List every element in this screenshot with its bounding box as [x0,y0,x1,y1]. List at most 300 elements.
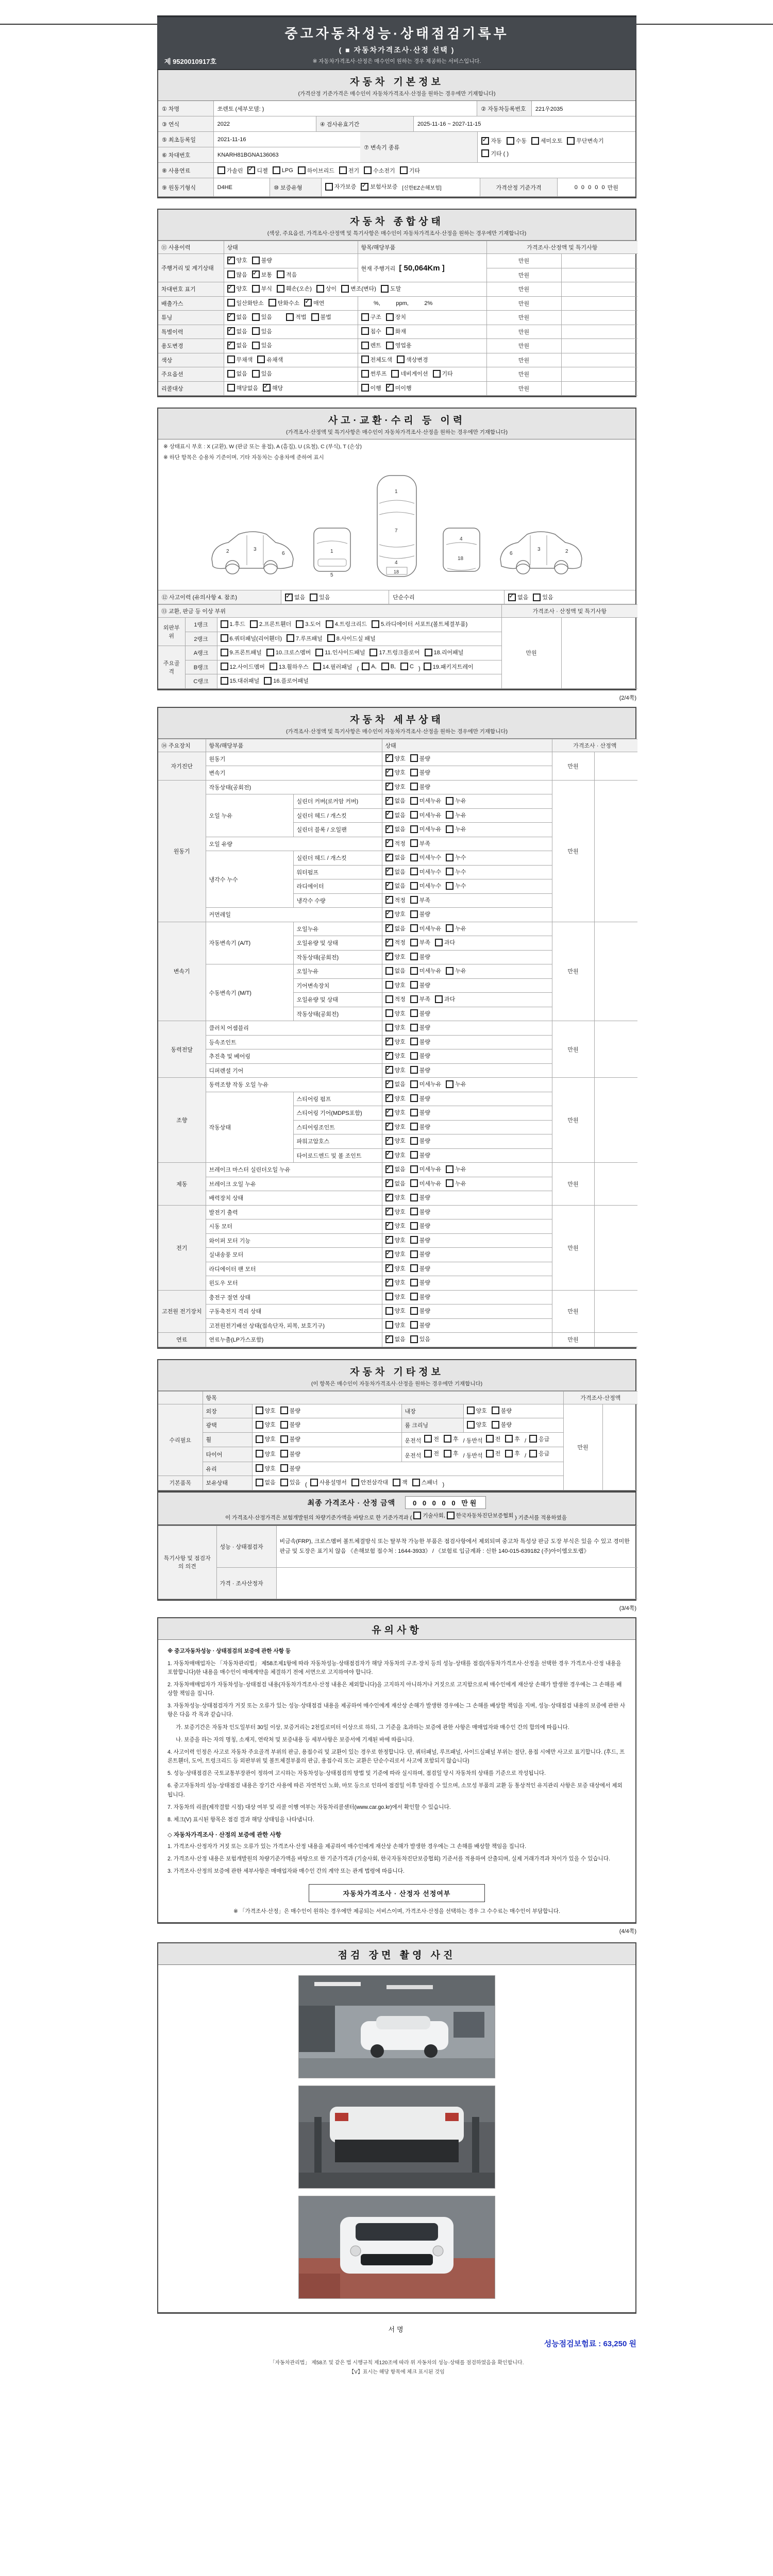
checkbox-option[interactable]: 누수 [446,853,466,861]
checkbox-option[interactable]: 미세누유 [410,1080,442,1088]
checkbox-option[interactable]: 있음 [310,593,330,601]
checkbox-option[interactable]: 응급 [529,1435,549,1443]
checkbox-option[interactable]: 양호 [385,1023,406,1031]
rank2-label: 2랭크 [185,632,217,646]
checkbox-option[interactable]: 불량 [410,1307,430,1315]
checkbox-option[interactable]: 미세누유 [410,796,442,805]
final-price-value: 0 0 0 0 0 만원 [405,1496,486,1509]
unchecked-checkbox-icon [280,1464,288,1472]
checkbox-option[interactable]: 불량 [410,1137,430,1145]
unchecked-checkbox-icon [424,663,431,670]
checkbox-option[interactable]: 누유 [446,1080,466,1088]
unchecked-checkbox-icon [410,1038,418,1045]
rankB-items [217,660,501,674]
detail-row [158,1163,637,1177]
checkbox-option[interactable]: 9.프론트패널 [221,648,262,656]
checkbox-option[interactable]: 불량 [492,1406,512,1415]
checkbox-option[interactable]: 12.사이드멤버 [221,663,265,671]
inspection-photo-underside [298,2086,495,2189]
unchecked-checkbox-icon [385,1293,393,1300]
checkbox-option[interactable]: 불량 [410,1193,430,1201]
detail-state-checks [382,1163,552,1177]
checkbox-option[interactable]: ✓ 양호 [385,1066,406,1074]
detail-state-checks [382,893,552,908]
detail-state-checks [382,1148,552,1163]
checkbox-option[interactable]: 불량 [410,1108,430,1116]
checkbox-option[interactable]: ✓ 없음 [385,825,406,833]
notice-paragraph: 나. 보증을 하는 자의 명칭, 소재지, 연락처 및 보증내용 등 세부사항은 보증서에 기재된 바에 따릅니다. [176,1736,414,1743]
checkbox-option[interactable]: 후 [444,1449,459,1458]
checkbox-option[interactable]: 후 [444,1435,459,1443]
checkbox-option[interactable]: 누유 [446,967,466,975]
checkbox-option[interactable]: 불량 [280,1450,300,1458]
checkbox-option[interactable]: ✓ 양호 [385,1151,406,1159]
checkbox-option[interactable]: 불법 [311,313,331,321]
unchecked-checkbox-icon [280,1450,288,1458]
checkbox-option[interactable]: 14.필러패널 [313,663,352,671]
checkbox-option[interactable]: 썬루프 [361,369,387,378]
unchecked-checkbox-icon [227,355,235,363]
checkbox-option[interactable]: A, [362,663,376,670]
checkbox-option[interactable]: 과다 [435,995,455,1003]
checkbox-option[interactable]: ✓ 양호 [385,754,406,762]
checkbox-option[interactable]: 안전삼각대 [351,1478,388,1486]
text-segment: 운전석 [405,1452,422,1459]
detail-row [158,780,637,794]
checkbox-option[interactable]: ✓ 없음 [385,868,406,876]
checkbox-option[interactable]: ✓ 양호 [385,910,406,918]
checkbox-option[interactable]: 있음 [252,369,272,378]
checkbox-option[interactable]: ✓ 없음 [385,853,406,861]
unchecked-checkbox-icon [227,270,235,278]
checkbox-option[interactable]: 자가보증 [325,182,357,191]
checkbox-option[interactable]: 수소전기 [364,166,395,175]
basic-row-1 [158,101,635,116]
field-value-vin: KNARH81BGNA136063 [214,147,360,163]
checkbox-option[interactable]: 불량 [410,1278,430,1286]
device-group-label: 동력전달 [158,1021,206,1078]
checkbox-option[interactable]: ✓ 양호 [385,1250,406,1258]
svg-text:4: 4 [395,560,398,566]
checkbox-option[interactable]: 적정 [385,995,406,1003]
checkbox-option[interactable]: 7.루프패널 [287,634,323,642]
checkbox-option[interactable]: 불량 [410,1094,430,1103]
checkbox-option[interactable]: 잭 [393,1478,408,1486]
checkbox-option[interactable]: ✓ 디젤 [247,166,267,175]
checkbox-option[interactable]: 불량 [410,1038,430,1046]
checkbox-option[interactable]: 전기 [339,166,359,175]
checkbox-option[interactable]: 이행 [361,384,381,392]
detail-state-checks [382,908,552,922]
checkbox-option[interactable]: 없음 [256,1478,276,1486]
row-recall [158,381,637,396]
checkbox-option[interactable]: ✓ 양호 [385,1052,406,1060]
checkbox-option[interactable]: 전 [424,1435,439,1443]
text-segment: 운전석 [405,1438,422,1444]
checkbox-option[interactable]: ✓ 양호 [385,1208,406,1216]
mileage-amount [224,268,358,282]
inspector-label: 성능 · 상태점검자 [216,1526,276,1567]
checkbox-option[interactable]: LPG [273,166,293,174]
checkbox-option[interactable]: ✓ 없음 [227,341,247,349]
checkbox-option[interactable]: 불량 [280,1464,300,1472]
notice-paragraph: 1. 자동차매매업자는 「자동차관리법」 제58조제1항에 따라 자동차성능·상태점검자가 해당 자동차의 구조·장치 등의 성능·상태를 점검(자동차가격조사·산정을 선택한 경우 가격조사·산정 내용을 포함합니다)한 내용을 매수인이 매매계약을 체결하기 전에 서면으로 고지하여야 합니다. [167,1660,621,1675]
checkbox-option[interactable]: 기타 [433,369,453,378]
checkbox-option[interactable]: 15.대쉬패널 [221,676,260,685]
detail-item-label: 발전기 출력 [206,1205,382,1219]
checkbox-option[interactable]: ✓ 없음 [385,882,406,890]
checkbox-option[interactable]: 부족 [410,938,430,946]
checkbox-option[interactable]: 누유 [446,1165,466,1173]
detail-item-label: 충전구 절연 상태 [206,1290,382,1304]
checkbox-option[interactable]: 부족 [410,995,430,1003]
detail-state-checks [382,808,552,823]
checked-checkbox-icon [385,1066,393,1074]
detail-item-label: 냉각수 누수 [206,851,293,908]
checkbox-option[interactable]: 응급 [529,1449,549,1458]
checkbox-option[interactable]: 렌트 [361,341,381,349]
checkbox-option[interactable]: 기타 [400,166,420,175]
options-state [224,367,358,382]
field-value-engine-type: D4HE [214,178,271,197]
checked-checkbox-icon [227,342,235,349]
unchecked-checkbox-icon [410,1052,418,1060]
checkbox-option[interactable]: ✓ 해당 [263,384,283,392]
rankC-items [217,674,501,689]
checkbox-option[interactable]: 1.후드 [221,620,245,628]
unchecked-checkbox-icon [410,1066,418,1074]
unchecked-checkbox-icon [410,967,418,975]
checkbox-option[interactable]: 불량 [280,1420,300,1429]
unchecked-checkbox-icon [486,1450,494,1458]
checkbox-option[interactable]: 16.플로어패널 [264,676,308,685]
checkbox-option[interactable]: ✓ 양호 [385,783,406,791]
checkbox-option[interactable]: 전 [486,1435,501,1443]
checkbox-option[interactable]: 13.휠하우스 [270,663,309,671]
checkbox-option[interactable]: 누수 [446,882,466,890]
checkbox-option[interactable]: 양호 [385,1293,406,1301]
unchecked-checkbox-icon [252,313,260,321]
checkbox-option[interactable]: 불량 [410,1293,430,1301]
checkbox-option[interactable]: C [400,663,414,670]
checkbox-option[interactable]: 6.쿼터패널(리어휀더) [221,634,282,642]
checkbox-option[interactable]: 유채색 [257,355,283,364]
checkbox-option[interactable]: 미세누유 [410,924,442,933]
price-cell: 만원 [486,339,561,353]
checkbox-option[interactable]: 구조 [361,313,381,321]
checkbox-option[interactable]: 불량 [410,1066,430,1074]
checkbox-option[interactable]: ✓ 양호 [385,1094,406,1103]
checkbox-option[interactable]: 누유 [446,796,466,805]
checkbox-option[interactable]: ✓ 양호 [385,768,406,776]
checkbox-option[interactable]: 미세누유 [410,811,442,819]
unchecked-checkbox-icon [446,924,453,932]
checkbox-option[interactable]: 2.프론트휀더 [250,620,291,628]
unchecked-checkbox-icon [435,995,443,1003]
unchecked-checkbox-icon [410,1250,418,1258]
svg-text:4: 4 [460,536,463,542]
checkbox-option[interactable]: 불량 [410,783,430,791]
checked-checkbox-icon [385,882,393,890]
basic-row-2 [158,116,635,132]
checkbox-option[interactable]: ✓ 없음 [285,593,305,601]
checkbox-option[interactable]: ✓ 자동 [481,137,501,145]
checkbox-option[interactable]: 불량 [410,1250,430,1258]
checkbox-option[interactable]: 불량 [410,1009,430,1018]
checkbox-option[interactable]: 변조(변타) [341,284,376,293]
checkbox-option[interactable]: 10.크로스멤버 [266,648,311,656]
checkbox-option[interactable]: 수동 [507,137,527,145]
checkbox-option[interactable]: 전 [486,1449,501,1458]
detail-subitem-label: 타이로드엔드 및 볼 조인트 [293,1148,382,1163]
unchecked-checkbox-icon [351,1479,359,1486]
col-item-part: 항목/해당부품 [206,739,382,752]
checkbox-option[interactable]: 불량 [410,1123,430,1131]
checkbox-option[interactable]: 없음 [385,967,406,975]
checkbox-option[interactable]: ✓ 없음 [385,811,406,819]
checkbox-option[interactable]: ✓ 없음 [508,593,528,601]
checkbox-option[interactable]: ✓ 미이행 [386,384,412,392]
checkbox-option[interactable]: 17.트렁크플로어 [369,648,419,656]
checked-checkbox-icon [227,313,235,321]
checked-checkbox-icon [385,1208,393,1215]
checkbox-option[interactable]: 무단변속기 [567,137,603,145]
checkbox-option[interactable]: 기타 ( ) [481,149,509,158]
checkbox-option[interactable]: 색상변경 [397,355,428,364]
checkbox-option[interactable]: 5.라디에이터 서포트(볼트체결부품) [372,620,467,628]
unchecked-checkbox-icon [410,939,418,946]
unchecked-checkbox-icon [410,910,418,918]
checkbox-option[interactable]: 탄화수소 [268,299,300,307]
detail-remark-cell [594,922,637,1021]
checkbox-option[interactable]: 전체도색 [361,355,393,364]
checkbox-option[interactable]: 훼손(오손) [277,284,312,293]
checkbox-option[interactable]: 양호 [385,1009,406,1018]
checkbox-option[interactable]: ✓ 양호 [227,284,247,293]
checkbox-option[interactable]: ✓ 보통 [252,270,272,279]
unchecked-checkbox-icon [410,1321,418,1329]
checkbox-option[interactable]: 양호 [256,1435,276,1443]
rankA-items [217,646,501,660]
unchecked-checkbox-icon [217,166,225,174]
checkbox-option[interactable]: 누유 [446,1179,466,1188]
checkbox-option[interactable]: 11.인사이드패널 [315,648,365,656]
device-group-label: 원동기 [158,780,206,922]
remark-cell [561,367,637,382]
car-diagram-rear [437,519,486,581]
checkbox-option[interactable]: 3.도어 [296,620,321,628]
checkbox-option[interactable]: ✓ 양호 [385,1222,406,1230]
checkbox-option[interactable]: ✓ 없음 [227,313,247,321]
price-cell: 만원 [486,367,561,382]
checkbox-option[interactable]: 불량 [410,768,430,776]
checkbox-option[interactable]: ✓ 양호 [385,1193,406,1201]
checkbox-option[interactable]: ✓ 양호 [227,256,247,264]
checkbox-option[interactable]: 화재 [386,327,406,335]
checkbox-option[interactable]: ✓ 양호 [385,1123,406,1131]
unchecked-checkbox-icon [221,677,228,685]
checkbox-option[interactable]: ✓ 양호 [385,953,406,961]
checkbox-option[interactable]: 해당없음 [227,384,259,392]
checkbox-option[interactable]: 하이브리드 [298,166,334,175]
unchecked-checkbox-icon [410,1208,418,1215]
checkbox-option[interactable]: 있음 [410,1335,430,1343]
checkbox-option[interactable]: 미세누유 [410,1165,442,1173]
unchecked-checkbox-icon [446,825,453,833]
checkbox-option[interactable]: 불량 [410,1264,430,1273]
checkbox-option[interactable]: 있음 [280,1478,300,1486]
checkbox-option[interactable]: 불량 [252,256,272,264]
checkbox-option[interactable]: 불량 [492,1420,512,1429]
checkbox-option[interactable]: 양호 [256,1464,276,1472]
checkbox-option[interactable]: 양호 [385,981,406,989]
checkbox-option[interactable]: 적법 [286,313,306,321]
checkbox-option[interactable]: ✓ 적정 [385,938,406,946]
checkbox-option[interactable]: ✓ 양호 [385,1278,406,1286]
checkbox-option[interactable]: 양호 [385,1321,406,1329]
svg-text:3: 3 [537,547,541,552]
checkbox-option[interactable]: 사용설명서 [310,1478,347,1486]
checkbox-option[interactable]: 부식 [252,284,272,293]
checkbox-option[interactable]: 있음 [252,313,272,321]
checkbox-option[interactable]: ✓ 적정 [385,839,406,848]
checkbox-option[interactable]: ✓ 매연 [304,299,324,307]
checkbox-option[interactable]: 4.트렁크리드 [326,620,367,628]
checkbox-option[interactable]: 불량 [410,1151,430,1159]
checkbox-option[interactable]: 불량 [280,1435,300,1443]
checkbox-option[interactable]: 누수 [446,868,466,876]
checkbox-option[interactable]: 있음 [533,593,553,601]
checkbox-option[interactable]: ✓ 양호 [385,1236,406,1244]
checkbox-option[interactable]: ✓ 양호 [385,1108,406,1116]
checkbox-option[interactable]: 양호 [467,1406,487,1415]
checkbox-option[interactable]: 19.패키지트레이 [424,663,474,671]
unchecked-checkbox-icon [410,825,418,833]
checkbox-option[interactable]: 불량 [410,1052,430,1060]
checkbox-option[interactable]: B, [381,663,396,670]
overall-title: 자동차 종합상태 [350,216,444,227]
checkbox-option[interactable]: 미세누수 [410,882,442,890]
unchecked-checkbox-icon [410,924,418,932]
remark-cell [561,268,637,282]
checkbox-option[interactable]: 부족 [410,839,430,848]
rank-remark [561,618,637,689]
checkbox-option[interactable]: 적음 [277,270,297,279]
checkbox-option[interactable]: 있음 [252,327,272,335]
checkbox-option[interactable]: 불량 [410,981,430,989]
checkbox-option[interactable]: 불량 [410,1208,430,1216]
checkbox-option[interactable]: ✓ 양호 [385,1137,406,1145]
checkbox-option[interactable]: 부족 [410,896,430,904]
checkbox-option[interactable]: ✓ 적정 [385,896,406,904]
checkbox-option[interactable]: 불량 [410,1321,430,1329]
checkbox-option[interactable]: 불량 [410,910,430,918]
checkbox-option[interactable]: 상이 [316,284,337,293]
checkbox-option[interactable]: 불량 [410,1222,430,1230]
detail-note: (가격조사·산정액 및 특기사항은 매수인이 자동차가격조사·산정을 원하는 경우에만 기재합니다) [286,728,508,735]
checkbox-option[interactable]: 가솔린 [217,166,243,175]
recall-state [224,381,358,396]
checkbox-option[interactable]: 양호 [256,1406,276,1415]
checkbox-option[interactable]: 양호 [467,1420,487,1429]
remark-cell [561,353,637,367]
checkbox-option[interactable]: 불량 [410,754,430,762]
unchecked-checkbox-icon [433,370,441,378]
checkbox-option[interactable]: 미세누유 [410,967,442,975]
checkbox-option[interactable]: 세미오토 [531,137,563,145]
checkbox-option[interactable]: ✓ 양호 [385,1264,406,1273]
unchecked-checkbox-icon [410,995,418,1003]
checkbox-option[interactable]: 불량 [410,1023,430,1031]
checked-checkbox-icon [385,896,393,904]
checkbox-option[interactable]: 전 [424,1449,439,1458]
checkbox-option[interactable]: 8.사이드실 패널 [327,634,376,642]
checkbox-option[interactable]: 후 [505,1435,520,1443]
checkbox-option[interactable]: 영업용 [386,341,412,349]
checkbox-option[interactable]: 누유 [446,811,466,819]
checkbox-option[interactable]: ✓ 없음 [227,327,247,335]
checkbox-option[interactable]: 있음 [252,341,272,349]
group-outer-panel: 외판부위 [158,618,185,646]
checkbox-option[interactable]: ✓ 없음 [385,1080,406,1088]
checkbox-option[interactable]: ✓ 없음 [385,1179,406,1188]
checkbox-option[interactable]: 한국자동차진단보증협회 [447,1512,514,1519]
special-item [358,325,486,339]
checkbox-option[interactable]: 누유 [446,924,466,933]
checkbox-option[interactable]: 불량 [410,1236,430,1244]
unchecked-checkbox-icon [444,1450,451,1458]
checkbox-option[interactable]: 일산화탄소 [227,299,264,307]
glass-label: 유리 [203,1462,252,1476]
checkbox-option[interactable]: 기술사회, [413,1512,445,1519]
checkbox-option[interactable]: 미세누유 [410,1179,442,1188]
checkbox-option[interactable]: 양호 [256,1420,276,1429]
checkbox-option[interactable]: 스패너 [412,1478,438,1486]
checkbox-option[interactable]: 많음 [227,270,247,279]
checkbox-option[interactable]: ✓ 없음 [385,796,406,805]
checkbox-option[interactable]: ✓ 없음 [385,924,406,933]
detail-header-row [158,739,637,752]
checkbox-option[interactable]: 장치 [386,313,406,321]
checked-checkbox-icon [385,754,393,762]
checkbox-option[interactable]: 18.리어패널 [425,648,464,656]
unchecked-checkbox-icon [492,1406,499,1414]
checkbox-option[interactable]: 미세누유 [410,825,442,833]
checkbox-option[interactable]: 후 [505,1449,520,1458]
checked-checkbox-icon [285,594,293,601]
checkbox-option[interactable]: 양호 [256,1450,276,1458]
checkbox-option[interactable]: 누유 [446,825,466,833]
checkbox-option[interactable]: 미세누수 [410,853,442,861]
checkbox-option[interactable]: 침수 [361,327,381,335]
checkbox-option[interactable]: ✓ 없음 [385,1165,406,1173]
checked-checkbox-icon [361,183,368,191]
checkbox-option[interactable]: ✓ 양호 [385,1038,406,1046]
checkbox-option[interactable]: 불량 [280,1406,300,1415]
checkbox-option[interactable]: 무채색 [227,355,253,364]
emission-values: %, ppm, 2% [358,296,486,311]
checkbox-option[interactable]: ✓ 없음 [385,1335,406,1343]
checkbox-option[interactable]: 양호 [385,1307,406,1315]
checkbox-option[interactable]: 과다 [435,938,455,946]
checkbox-option[interactable]: ✓ 보험사보증 [361,182,397,191]
checkbox-option[interactable]: 도말 [381,284,401,293]
checkbox-option[interactable]: 미세누수 [410,868,442,876]
checked-checkbox-icon [227,285,235,293]
checkbox-option[interactable]: 불량 [410,953,430,961]
checkbox-option[interactable]: 없음 [227,369,247,378]
checkbox-option[interactable]: 네비게이션 [391,369,428,378]
